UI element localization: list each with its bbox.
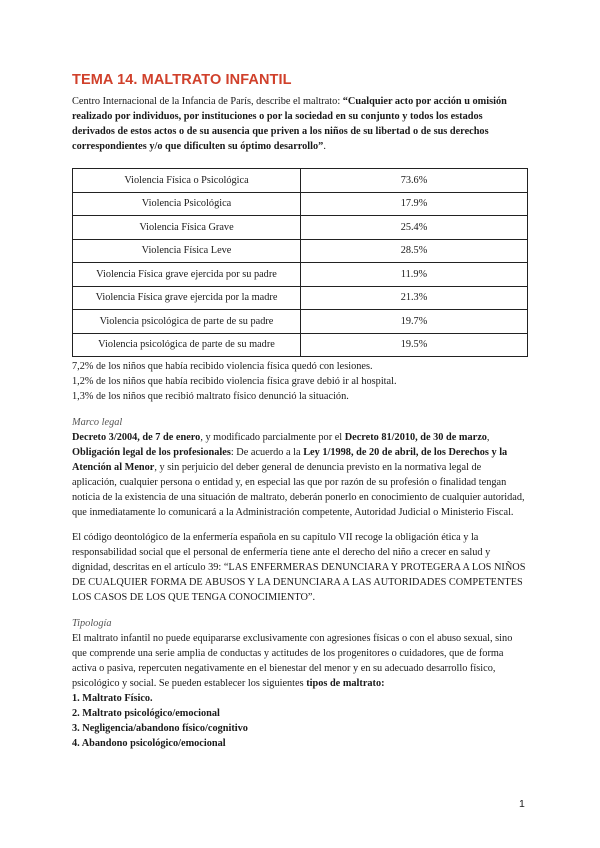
statistics-table — [72, 168, 528, 357]
table-cell-label: Violencia psicológica de parte de su madre — [73, 333, 301, 357]
table-cell-label: Violencia Física Leve — [73, 239, 301, 263]
table-cell-label: Violencia Física grave ejercida por la madre — [73, 286, 301, 310]
document-page — [72, 72, 528, 751]
table-cell-value: 28.5% — [301, 239, 528, 263]
table-row — [73, 216, 528, 240]
page-title: TEMA 14. MALTRATO INFANTIL — [72, 72, 292, 88]
typology-bold: tipos de maltrato: — [306, 678, 385, 689]
table-row — [73, 333, 528, 357]
legal-decree-2: Decreto 81/2010, de 30 de marzo — [344, 432, 487, 443]
legal-heading: Marco legal — [72, 417, 123, 428]
legal-decree-1: Decreto 3/2004, de 7 de enero — [72, 432, 201, 443]
note-line: 1,2% de los niños que había recibido violencia física grave debió ir al hospital. — [72, 376, 397, 387]
table-cell-value: 17.9% — [301, 192, 528, 216]
note-line: 7,2% de los niños que había recibido violencia física quedó con lesiones. — [72, 361, 373, 372]
intro-end: . — [323, 141, 326, 152]
table-cell-value: 21.3% — [301, 286, 528, 310]
table-cell-value: 25.4% — [301, 216, 528, 240]
table-cell-value: 73.6% — [301, 169, 528, 193]
table-row — [73, 192, 528, 216]
table-cell-value: 19.7% — [301, 310, 528, 334]
intro-paragraph — [72, 94, 528, 154]
typology-text: El maltrato infantil no puede equipararse exclusivamente con agresiones físicas o con el abuso sexual, sino que comprende una serie amplia de conductas y actitudes de los progenitores o cuidadores, que de forma activa o pasiva, repercuten negativamente en el bienestar del menor y en su adecuado desarrollo físico, psicológico y social. Se pueden establecer los siguientes — [72, 633, 513, 689]
table-cell-label: Violencia Física Grave — [73, 216, 301, 240]
intro-quote: “Cualquier acto por acción u omisión realizado por individuos, por instituciones o por la sociedad en su conjunto y todos los estados derivados de estos actos o de su ausencia que priven a los niños de su libertad o de sus derechos correspondientes y/o que dificulten su óptimo desarrollo” — [72, 96, 507, 152]
legal-text-1: , y modificado parcialmente por el — [200, 432, 345, 443]
statistics-notes — [72, 359, 528, 404]
table-row — [73, 263, 528, 287]
legal-text-3: : De acuerdo a la — [230, 447, 304, 458]
table-cell-label: Violencia Física o Psicológica — [73, 169, 301, 193]
list-item: 1. Maltrato Físico. — [72, 693, 153, 704]
note-line: 1,3% de los niños que recibió maltrato físico denunció la situación. — [72, 391, 349, 402]
list-item: 2. Maltrato psicológico/emocional — [72, 708, 220, 719]
typology-paragraph — [72, 631, 528, 691]
table-cell-label: Violencia psicológica de parte de su padre — [73, 310, 301, 334]
table-row — [73, 169, 528, 193]
table-cell-value: 19.5% — [301, 333, 528, 357]
legal-obligation: Obligación legal de los profesionales — [72, 447, 231, 458]
list-item: 3. Negligencia/abandono físico/cognitivo — [72, 723, 248, 734]
typology-heading: Tipología — [72, 618, 112, 629]
page-number: 1 — [519, 798, 525, 810]
table-cell-label: Violencia Física grave ejercida por su padre — [73, 263, 301, 287]
types-list — [72, 691, 528, 751]
legal-text-4: , y sin perjuicio del deber general de denuncia previsto en la normativa legal de aplicación, cualquier persona o entidad y, en especial las que por razón de su profesión o finalidad tengan noticia de la existencia de una situación de maltrato, deberán ponerlo en conocimiento de cualquier autoridad, que inmediatamente lo comunicará a la Administración competente, Autoridad Judicial o Ministerio Fiscal. — [72, 462, 525, 518]
code-paragraph: El código deontológico de la enfermería española en su capítulo VII recoge la obligación ética y la responsabilidad social que el personal de enfermería tiene ante el derecho del niño a crecer en salud y dignidad, descritas en el artículo 39: “LAS ENFERMERAS DENUNCIARA Y PROTEGERA A LOS NIÑOS DE CUALQUIER FORMA DE ABUSOS Y LA DENUNCIARA A LAS AUTORIDADES COMPETENTES LOS CASOS DE LOS QUE TENGA CONOCIMIENTO”. — [72, 532, 526, 603]
legal-text-2: , — [486, 432, 490, 443]
table-cell-value: 11.9% — [301, 263, 528, 287]
list-item: 4. Abandono psicológico/emocional — [72, 738, 226, 749]
table-cell-label: Violencia Psicológica — [73, 192, 301, 216]
legal-paragraph — [72, 430, 528, 520]
table-row — [73, 239, 528, 263]
table-row — [73, 310, 528, 334]
legal-law: Ley 1/1998, de 20 de abril, de los Derechos y la Atención al Menor — [72, 447, 508, 473]
table-row — [73, 286, 528, 310]
intro-lead: Centro Internacional de la Infancia de París, describe el maltrato: — [72, 96, 343, 107]
